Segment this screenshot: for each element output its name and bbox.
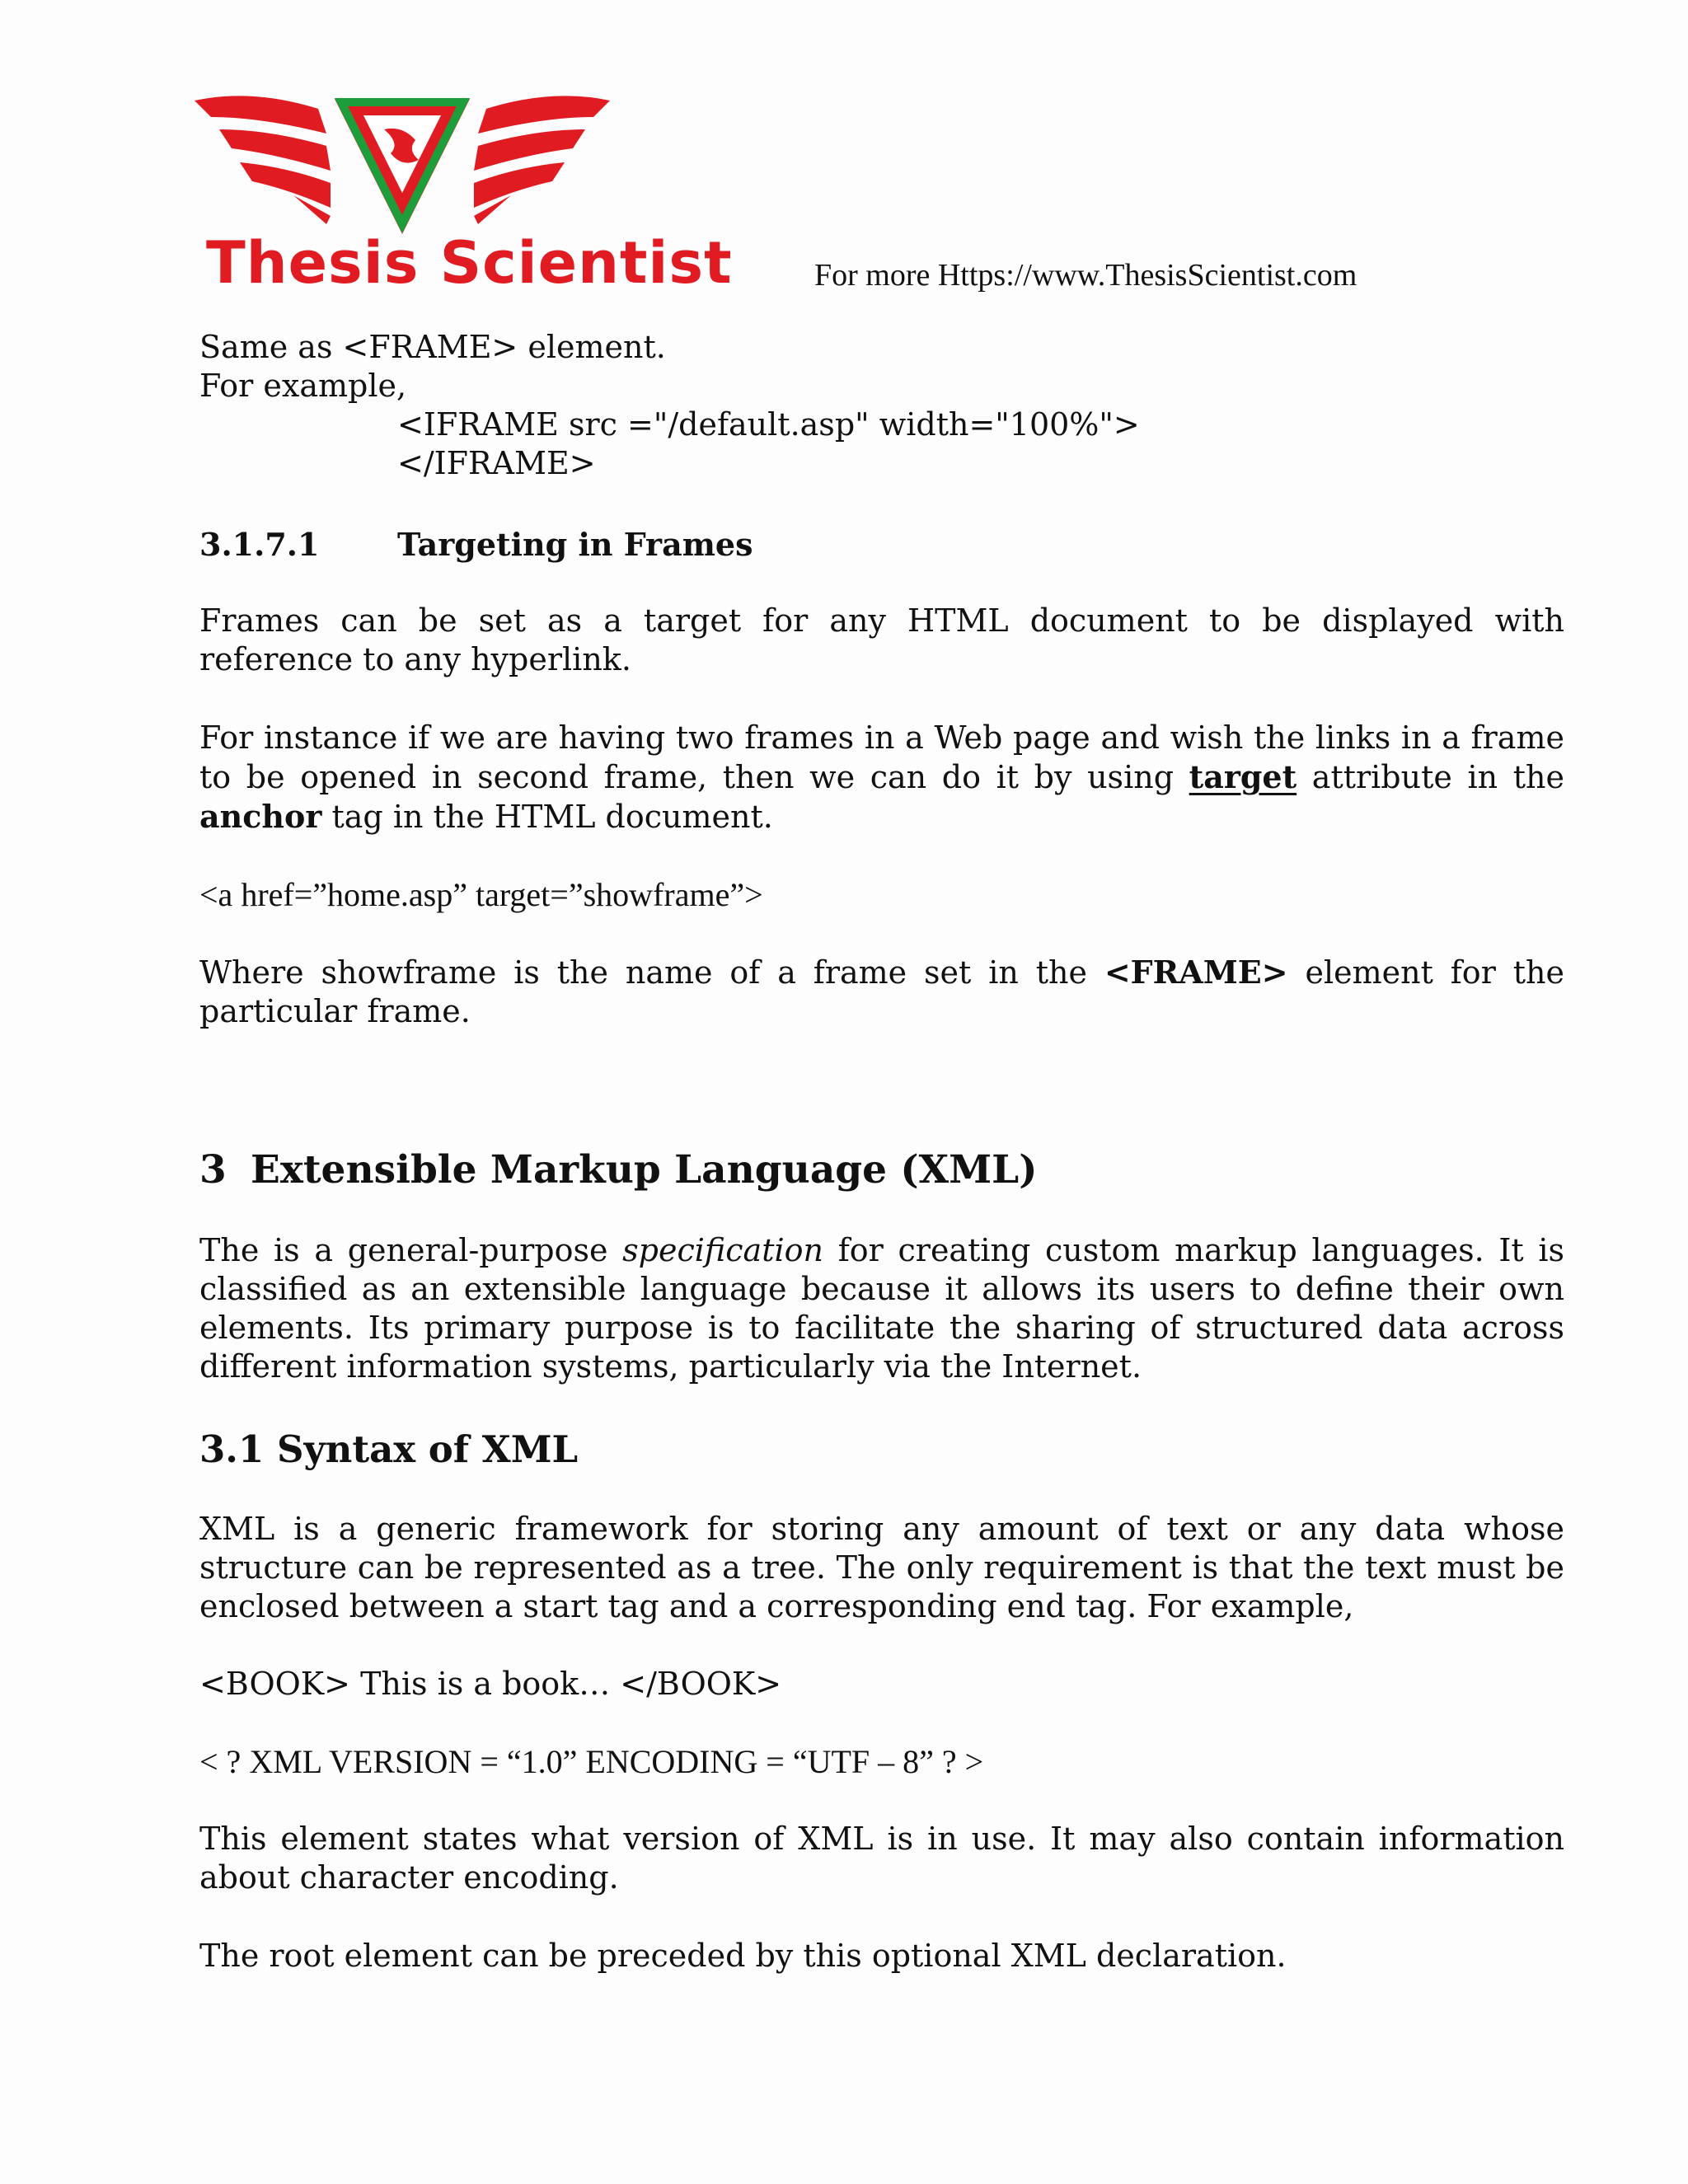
section-heading-3171 [199, 526, 753, 563]
para-text: for creating custom markup languages. It is classified as an extensible language because it allows its users to define their own elements. Its primary purpose is to facilitate the sharing of structured data across different information systems, particularly via the Internet. [199, 1232, 1564, 1385]
website-link[interactable]: For more Https://www.ThesisScientist.com [814, 258, 1357, 293]
frame-keyword: <FRAME> [1104, 954, 1288, 991]
para-text: Where showframe is the name of a frame set in the [199, 954, 1087, 991]
targeting-paragraph-3 [199, 953, 1564, 1031]
intro-text [199, 328, 1564, 405]
xml-intro-paragraph [199, 1231, 1564, 1386]
logo-text: Thesis Scientist [206, 229, 733, 297]
intro-line-2: For example, [199, 368, 407, 404]
thesis-scientist-logo [195, 92, 733, 300]
para-text: The is a general-purpose [199, 1232, 608, 1268]
targeting-paragraph-1: Frames can be set as a target for any HTML document to be displayed with reference to any hyperlink. [199, 602, 1564, 677]
book-code-example: <BOOK> This is a book… </BOOK> [199, 1666, 782, 1702]
iframe-code-line-2: </IFRAME> [397, 445, 596, 481]
section-title: Extensible Markup Language (XML) [251, 1147, 1038, 1193]
section-heading-3 [199, 1147, 1037, 1193]
specification-emphasis: specification [622, 1232, 823, 1268]
iframe-code-example [397, 405, 1140, 483]
xml-syntax-paragraph-1: XML is a generic framework for storing any amount of text or any data whose structure can be represented as a tree. The only requirement is that the text must be enclosed between a start tag and a corresponding end tag. For example, [199, 1511, 1564, 1624]
xml-syntax-paragraph-2: This element states what version of XML is in use. It may also contain information about character encoding. [199, 1821, 1564, 1896]
section-heading-31: 3.1 Syntax of XML [199, 1427, 579, 1471]
xml-declaration-example: < ? XML VERSION = “1.0” ENCODING = “UTF – 8” ? > [199, 1743, 984, 1780]
para-text: attribute in the [1311, 759, 1564, 795]
para-text: For instance if we are having two frames in a Web page and wish the links in a frame to be opened in second frame, then we can do it by using [199, 719, 1564, 795]
para-text: element for the particular frame. [199, 954, 1564, 1029]
anchor-keyword: anchor [199, 798, 322, 835]
anchor-code-example: <a href=”home.asp” target=”showframe”> [199, 876, 763, 913]
xml-syntax-paragraph-3: The root element can be preceded by this optional XML declaration. [199, 1938, 1287, 1974]
section-number: 3 [199, 1147, 227, 1193]
winged-triangle-emblem [195, 92, 610, 249]
para-text: tag in the HTML document. [331, 799, 773, 835]
target-keyword: target [1189, 758, 1297, 795]
intro-line-1: Same as <FRAME> element. [199, 329, 666, 365]
section-number: 3.1.7.1 [199, 526, 320, 563]
targeting-paragraph-2 [199, 719, 1564, 837]
section-title: Targeting in Frames [397, 526, 753, 563]
iframe-code-line-1: <IFRAME src ="/default.asp" width="100%"> [397, 406, 1140, 443]
